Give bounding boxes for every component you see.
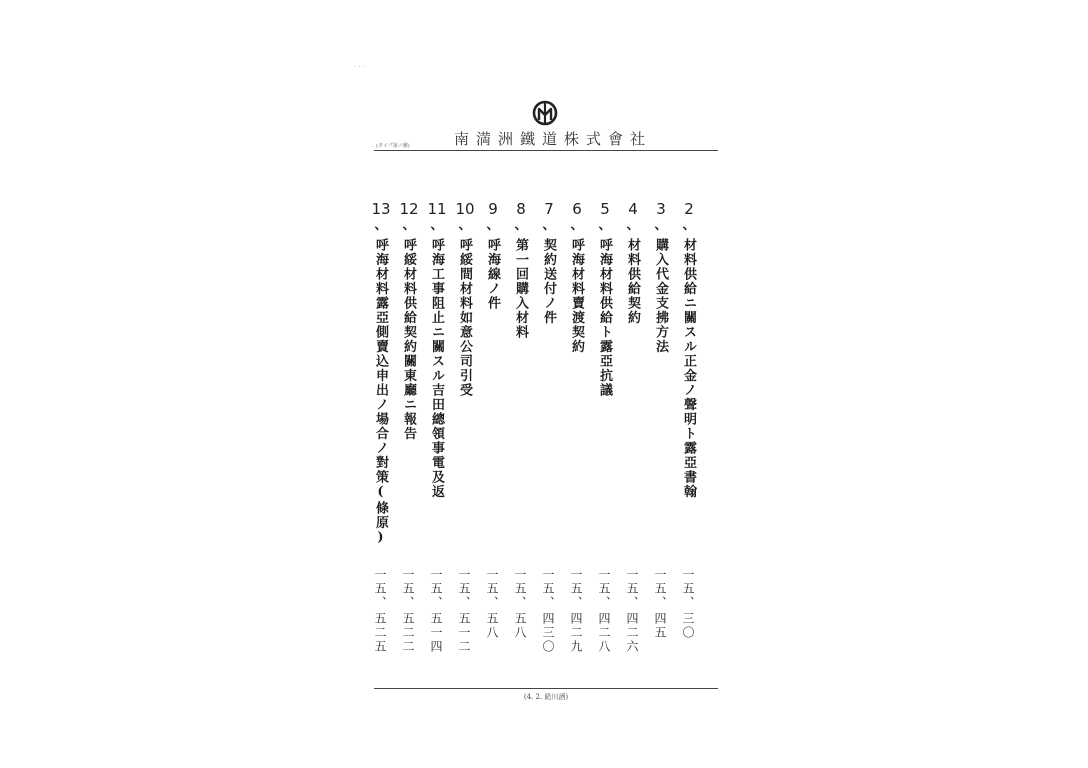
entry-title: 購入代金支拂方法 — [653, 238, 668, 354]
index-entry — [506, 200, 536, 670]
entry-number: 3 — [656, 200, 666, 218]
entry-page-volume: 一五、 — [653, 568, 667, 610]
index-entry — [394, 200, 424, 670]
entry-page-volume: 一五、 — [681, 568, 695, 610]
scan-mark: ... — [354, 60, 366, 70]
entry-page-number: 四二六 — [625, 612, 639, 654]
entry-number: 7 — [544, 200, 554, 218]
entry-comma: 、 — [402, 218, 416, 233]
index-entry — [590, 200, 620, 670]
entry-page-number: 三〇 — [681, 612, 695, 640]
entry-title: 呼綏間材料如意公司引受 — [457, 238, 472, 398]
entry-page-volume: 一五、 — [485, 568, 499, 610]
entry-page-volume: 一五、 — [401, 568, 415, 610]
entry-number: 10 — [455, 200, 475, 218]
entry-number: 4 — [628, 200, 638, 218]
index-entry — [646, 200, 676, 670]
entry-title: 呼海材料供給ト露亞抗議 — [597, 238, 612, 398]
entry-page-volume: 一五、 — [569, 568, 583, 610]
entry-title: 材料供給ニ關スル正金ノ聲明ト露亞書翰 — [681, 238, 696, 499]
index-columns — [364, 200, 716, 670]
entry-title: 呼綏材料供給契約關東廳ニ報告 — [401, 238, 416, 441]
entry-page-number: 四三〇 — [541, 612, 555, 654]
entry-page-number: 五八 — [485, 612, 499, 640]
index-entry — [674, 200, 704, 670]
footer-note: (4. 2. 鉛川酒) — [523, 693, 569, 701]
form-code: (タイプ第ニ號) — [376, 143, 410, 149]
company-name: 南満洲鐵道株式會社 — [454, 130, 653, 148]
entry-title: 呼海線ノ件 — [485, 238, 500, 311]
entry-number: 9 — [488, 200, 498, 218]
entry-page-number: 五八 — [513, 612, 527, 640]
entry-page-number: 四二八 — [597, 612, 611, 654]
index-entry — [534, 200, 564, 670]
entry-comma: 、 — [514, 218, 528, 233]
index-entry — [366, 200, 396, 670]
entry-page-volume: 一五、 — [373, 568, 387, 610]
entry-page-volume: 一五、 — [597, 568, 611, 610]
entry-number: 5 — [600, 200, 610, 218]
entry-comma: 、 — [542, 218, 556, 233]
footer-rule — [374, 688, 718, 689]
entry-comma: 、 — [570, 218, 584, 233]
entry-page-number: 五二五 — [373, 612, 387, 654]
entry-page-volume: 一五、 — [457, 568, 471, 610]
index-entry — [422, 200, 452, 670]
entry-comma: 、 — [626, 218, 640, 233]
entry-page-number: 四二九 — [569, 612, 583, 654]
entry-title: 呼海材料露亞側賣込申出ノ場合ノ對策(條原) — [373, 238, 388, 547]
header-rule — [374, 150, 718, 151]
entry-page-volume: 一五、 — [541, 568, 555, 610]
entry-number: 6 — [572, 200, 582, 218]
entry-page-volume: 一五、 — [625, 568, 639, 610]
entry-title: 呼海工事阻止ニ關スル吉田總領事電及返 — [429, 238, 444, 499]
entry-comma: 、 — [374, 218, 388, 233]
entry-title: 材料供給契約 — [625, 238, 640, 325]
index-entry — [618, 200, 648, 670]
entry-page-number: 五二二 — [401, 612, 415, 654]
entry-comma: 、 — [598, 218, 612, 233]
entry-page-volume: 一五、 — [513, 568, 527, 610]
entry-title: 第一回購入材料 — [513, 238, 528, 340]
entry-title: 呼海材料賣渡契約 — [569, 238, 584, 354]
entry-page-number: 五一二 — [457, 612, 471, 654]
index-entry — [562, 200, 592, 670]
entry-comma: 、 — [682, 218, 696, 233]
entry-title: 契約送付ノ件 — [541, 238, 556, 325]
entry-number: 11 — [427, 200, 447, 218]
index-entry — [478, 200, 508, 670]
mantetsu-emblem-icon — [532, 100, 558, 126]
entry-page-volume: 一五、 — [429, 568, 443, 610]
entry-number: 13 — [371, 200, 391, 218]
entry-comma: 、 — [430, 218, 444, 233]
entry-page-number: 五一四 — [429, 612, 443, 654]
entry-number: 8 — [516, 200, 526, 218]
entry-number: 2 — [684, 200, 694, 218]
entry-comma: 、 — [458, 218, 472, 233]
index-entry — [450, 200, 480, 670]
entry-page-number: 四五 — [653, 612, 667, 640]
entry-comma: 、 — [654, 218, 668, 233]
entry-number: 12 — [399, 200, 419, 218]
entry-comma: 、 — [486, 218, 500, 233]
